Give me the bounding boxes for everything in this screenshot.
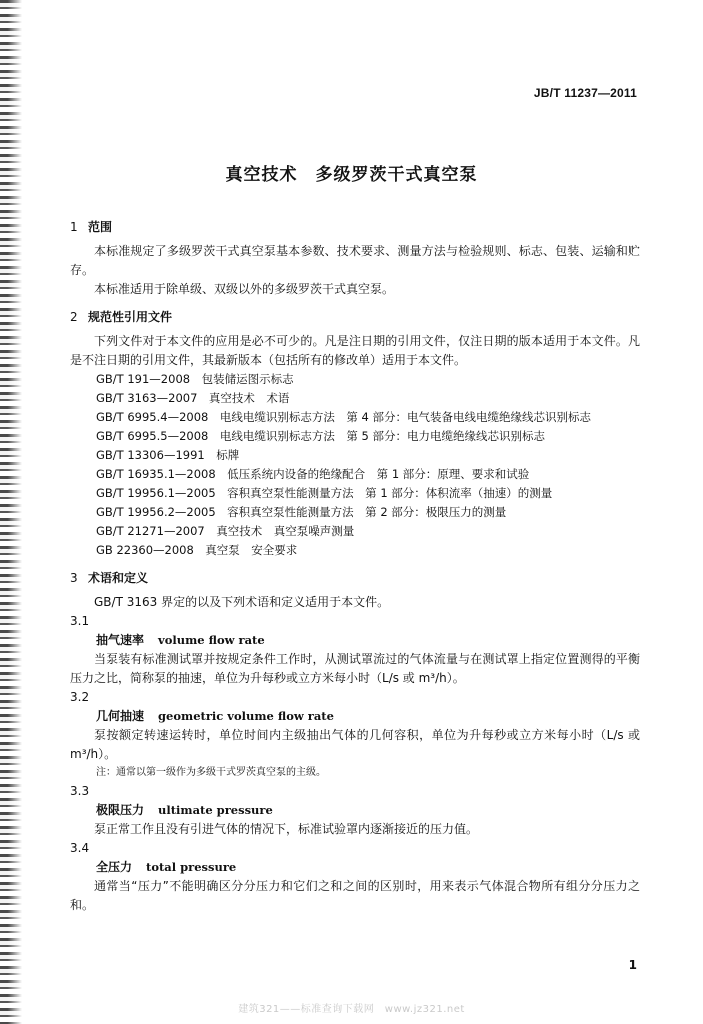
reference-item: GB/T 19956.1—2005 容积真空泵性能测量方法 第 1 部分：体积流率（抽速）的测量 <box>96 486 553 500</box>
term-number: 3.1 <box>70 614 90 628</box>
term-name-en: volume flow rate <box>158 633 265 647</box>
section-number: 3 <box>70 571 78 585</box>
section-heading-terms <box>70 569 640 588</box>
section-title: 范围 <box>88 220 113 234</box>
section-heading-scope <box>70 218 640 237</box>
document-title: 真空技术 多级罗茨干式真空泵 <box>225 165 478 185</box>
term-definition: 通常当“压力”不能明确区分分压力和它们之和之间的区别时，用来表示气体混合物所有组分分压力之和。 <box>70 879 640 912</box>
term-name-zh: 全压力 <box>96 860 133 874</box>
term-name-en: ultimate pressure <box>158 803 273 817</box>
term-number: 3.3 <box>70 784 90 798</box>
term-name-en: geometric volume flow rate <box>158 709 334 723</box>
reference-item: GB/T 21271—2007 真空技术 真空泵噪声测量 <box>96 524 355 538</box>
term-number: 3.2 <box>70 690 90 704</box>
term-name-en: total pressure <box>146 860 237 874</box>
reference-item: GB 22360—2008 真空泵 安全要求 <box>96 543 298 557</box>
section-title: 术语和定义 <box>88 571 149 585</box>
reference-item: GB/T 6995.4—2008 电线电缆识别标志方法 第 4 部分：电气装备电线电缆绝缘线芯识别标志 <box>96 410 591 424</box>
watermark-text: 建筑321——标准查询下载网 www.jz321.net <box>238 1004 465 1015</box>
references-intro: 下列文件对于本文件的应用是必不可少的。凡是注日期的引用文件，仅注日期的版本适用于本文件。凡是不注日期的引用文件，其最新版本（包括所有的修改单）适用于本文件。 <box>70 334 640 367</box>
term-note: 注：通常以第一级作为多级干式罗茨真空泵的主级。 <box>96 767 326 778</box>
section-heading-normative-references <box>70 308 640 327</box>
term-name-zh: 极限压力 <box>96 803 145 817</box>
reference-item: GB/T 191—2008 包装储运图示标志 <box>96 372 294 386</box>
term-definition: 泵正常工作且没有引进气体的情况下，标准试验罩内逐渐接近的压力值。 <box>94 822 479 836</box>
term-name <box>70 858 640 877</box>
term-name-zh: 几何抽速 <box>96 709 145 723</box>
scan-edge-artifact <box>0 0 22 1024</box>
term-name <box>70 801 640 820</box>
term-name <box>70 631 640 650</box>
reference-item: GB/T 16935.1—2008 低压系统内设备的绝缘配合 第 1 部分：原理、要求和试验 <box>96 467 530 481</box>
page-number: 1 <box>628 958 637 972</box>
term-name <box>70 707 640 726</box>
section-number: 1 <box>70 220 78 234</box>
standard-code: JB/T 11237—2011 <box>533 86 637 100</box>
term-definition: 当泵装有标准测试罩并按规定条件工作时，从测试罩流过的气体流量与在测试罩上指定位置测得的平衡压力之比，简称泵的抽速，单位为升每秒或立方米每小时（L/s 或 m³/h）。 <box>70 652 640 685</box>
term-name-zh: 抽气速率 <box>96 633 145 647</box>
reference-item: GB/T 19956.2—2005 容积真空泵性能测量方法 第 2 部分：极限压力的测量 <box>96 505 507 519</box>
reference-item: GB/T 6995.5—2008 电线电缆识别标志方法 第 5 部分：电力电缆绝缘线芯识别标志 <box>96 429 545 443</box>
scope-paragraph: 本标准适用于除单级、双级以外的多级罗茨干式真空泵。 <box>94 282 395 296</box>
reference-item: GB/T 3163—2007 真空技术 术语 <box>96 391 290 405</box>
section-title: 规范性引用文件 <box>88 310 173 324</box>
reference-item: GB/T 13306—1991 标牌 <box>96 448 240 462</box>
scope-paragraph: 本标准规定了多级罗茨干式真空泵基本参数、技术要求、测量方法与检验规则、标志、包装、运输和贮存。 <box>70 244 640 277</box>
term-definition: 泵按额定转速运转时，单位时间内主级抽出气体的几何容积，单位为升每秒或立方米每小时（L/s 或 m³/h）。 <box>70 728 640 761</box>
document-body <box>70 218 640 915</box>
terms-intro: GB/T 3163 界定的以及下列术语和定义适用于本文件。 <box>94 595 390 609</box>
term-number: 3.4 <box>70 841 90 855</box>
section-number: 2 <box>70 310 78 324</box>
